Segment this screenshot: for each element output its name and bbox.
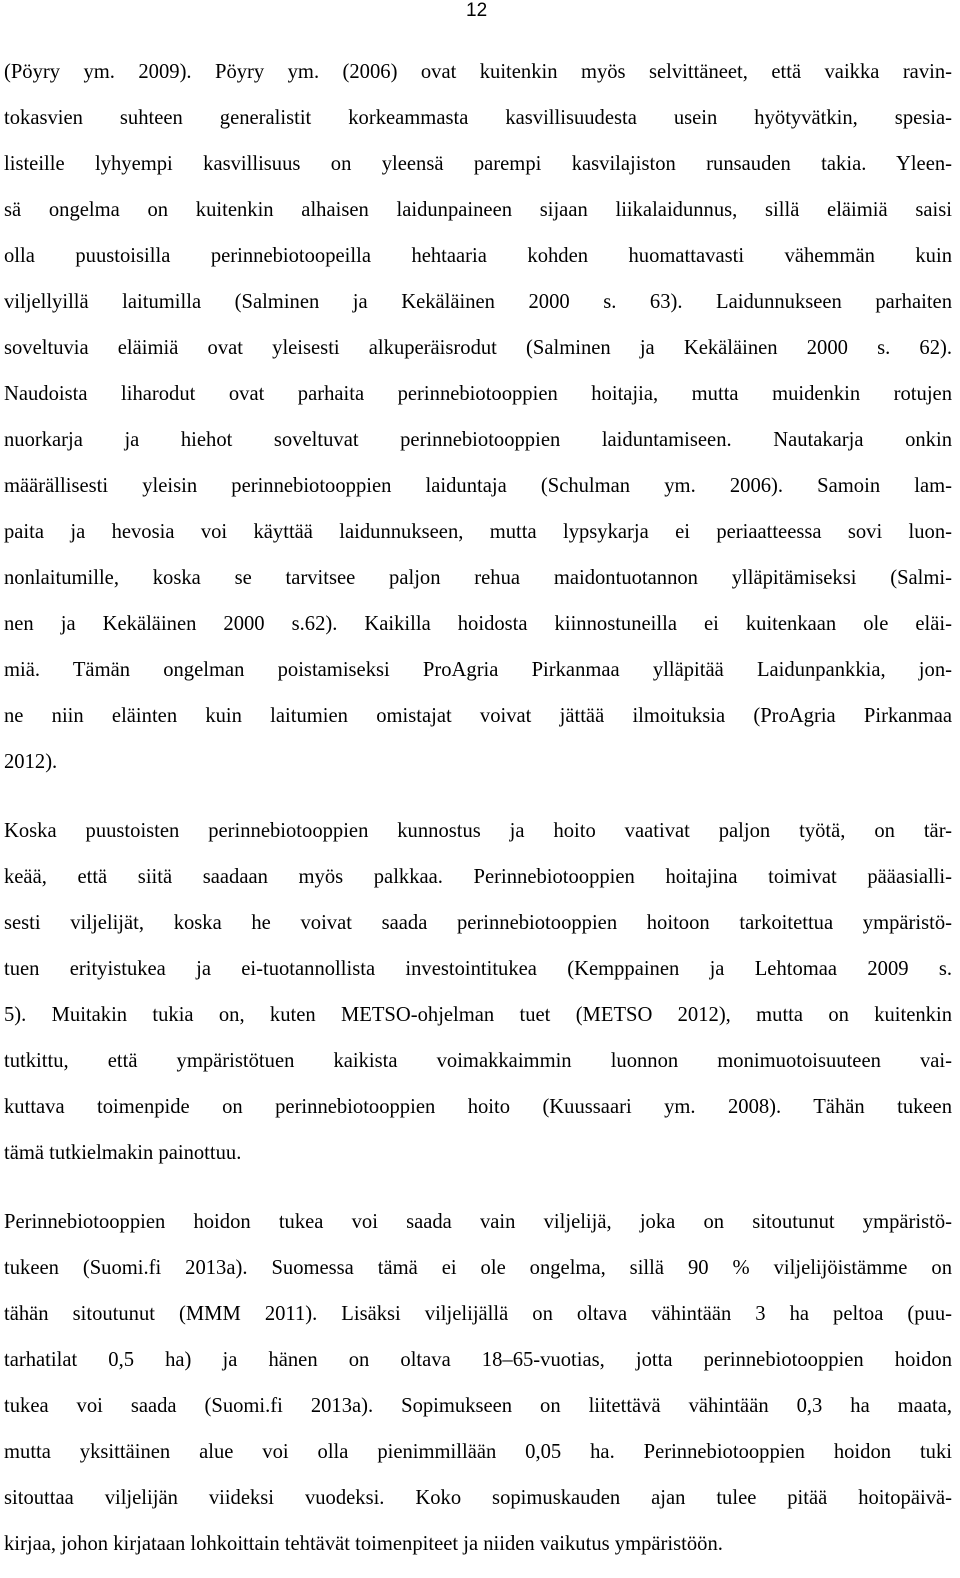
text-line: tähän sitoutunut (MMM 2011). Lisäksi viljelijällä on oltava vähintään 3 ha peltoa (puu- [4,1303,952,1325]
text-line: tokasvien suhteen generalistit korkeammasta kasvillisuudesta usein hyötyvätkin, spesia- [4,107,952,129]
text-line: Koska puustoisten perinnebiotooppien kunnostus ja hoito vaativat paljon työtä, on tär- [4,820,952,842]
text-line: nen ja Kekäläinen 2000 s.62). Kaikilla hoidosta kiinnostuneilla ei kuitenkaan ole eläi- [4,613,952,635]
document-body [4,49,952,1567]
text-line: listeille lyhyempi kasvillisuus on yleensä parempi kasvilajiston runsauden takia. Yleen- [4,153,952,175]
text-line: sesti viljelijät, koska he voivat saada perinnebiotooppien hoitoon tarkoitettua ympäristö- [4,912,952,934]
text-line: viljellyillä laitumilla (Salminen ja Kekäläinen 2000 s. 63). Laidunnukseen parhaiten [4,291,952,313]
text-line: Naudoista liharodut ovat parhaita perinnebiotooppien hoitajia, mutta muidenkin rotujen [4,383,952,405]
text-line: kirjaa, johon kirjataan lohkoittain tehtävät toimenpiteet ja niiden vaikutus ympäristöön. [4,1533,723,1555]
text-line: ne niin eläinten kuin laitumien omistajat voivat jättää ilmoituksia (ProAgria Pirkanmaa [4,705,952,727]
text-line: mutta yksittäinen alue voi olla pienimmillään 0,05 ha. Perinnebiotooppien hoidon tuki [4,1441,952,1463]
text-line: soveltuvia eläimiä ovat yleisesti alkuperäisrodut (Salminen ja Kekäläinen 2000 s. 62). [4,337,952,359]
paragraph-gap [4,785,952,808]
text-line: kuttava toimenpide on perinnebiotooppien hoito (Kuussaari ym. 2008). Tähän tukeen [4,1096,952,1118]
page-number: 12 [466,0,488,21]
paragraph-1 [4,49,952,785]
paragraph-3 [4,1199,952,1567]
text-line: paita ja hevosia voi käyttää laidunnukseen, mutta lypsykarja ei periaatteessa sovi luon- [4,521,952,543]
paragraph-2 [4,808,952,1176]
text-line: 2012). [4,751,58,773]
text-line: miä. Tämän ongelman poistamiseksi ProAgria Pirkanmaa ylläpitää Laidunpankkia, jon- [4,659,952,681]
text-line: tuen erityistukea ja ei-tuotannollista investointitukea (Kemppainen ja Lehtomaa 2009 s. [4,958,952,980]
text-line: sitouttaa viljelijän viideksi vuodeksi. Koko sopimuskauden ajan tulee pitää hoitopäivä- [4,1487,952,1509]
text-line: keää, että siitä saadaan myös palkkaa. Perinnebiotooppien hoitajina toimivat pääasialli- [4,866,952,888]
text-line: tukea voi saada (Suomi.fi 2013a). Sopimukseen on liitettävä vähintään 0,3 ha maata, [4,1395,952,1417]
paragraph-gap [4,1176,952,1199]
text-line: määrällisesti yleisin perinnebiotooppien laiduntaja (Schulman ym. 2006). Samoin lam- [4,475,952,497]
text-line: tukeen (Suomi.fi 2013a). Suomessa tämä ei ole ongelma, sillä 90 % viljelijöistämme on [4,1257,952,1279]
text-line: tutkittu, että ympäristötuen kaikista voimakkaimmin luonnon monimuotoisuuteen vai- [4,1050,952,1072]
text-line: tämä tutkielmakin painottuu. [4,1142,242,1164]
text-line: nonlaitumille, koska se tarvitsee paljon rehua maidontuotannon ylläpitämiseksi (Salmi- [4,567,952,589]
text-line: (Pöyry ym. 2009). Pöyry ym. (2006) ovat kuitenkin myös selvittäneet, että vaikka ravin- [4,61,952,83]
text-line: Perinnebiotooppien hoidon tukea voi saada vain viljelijä, joka on sitoutunut ympäristö- [4,1211,952,1233]
text-line: tarhatilat 0,5 ha) ja hänen on oltava 18–65-vuotias, jotta perinnebiotooppien hoidon [4,1349,952,1371]
text-line: olla puustoisilla perinnebiotoopeilla hehtaaria kohden huomattavasti vähemmän kuin [4,245,952,267]
text-line: sä ongelma on kuitenkin alhaisen laidunpaineen sijaan liikalaidunnus, sillä eläimiä saisi [4,199,952,221]
text-line: nuorkarja ja hiehot soveltuvat perinnebiotooppien laiduntamiseen. Nautakarja onkin [4,429,952,451]
text-line: 5). Muitakin tukia on, kuten METSO-ohjelman tuet (METSO 2012), mutta on kuitenkin [4,1004,952,1026]
